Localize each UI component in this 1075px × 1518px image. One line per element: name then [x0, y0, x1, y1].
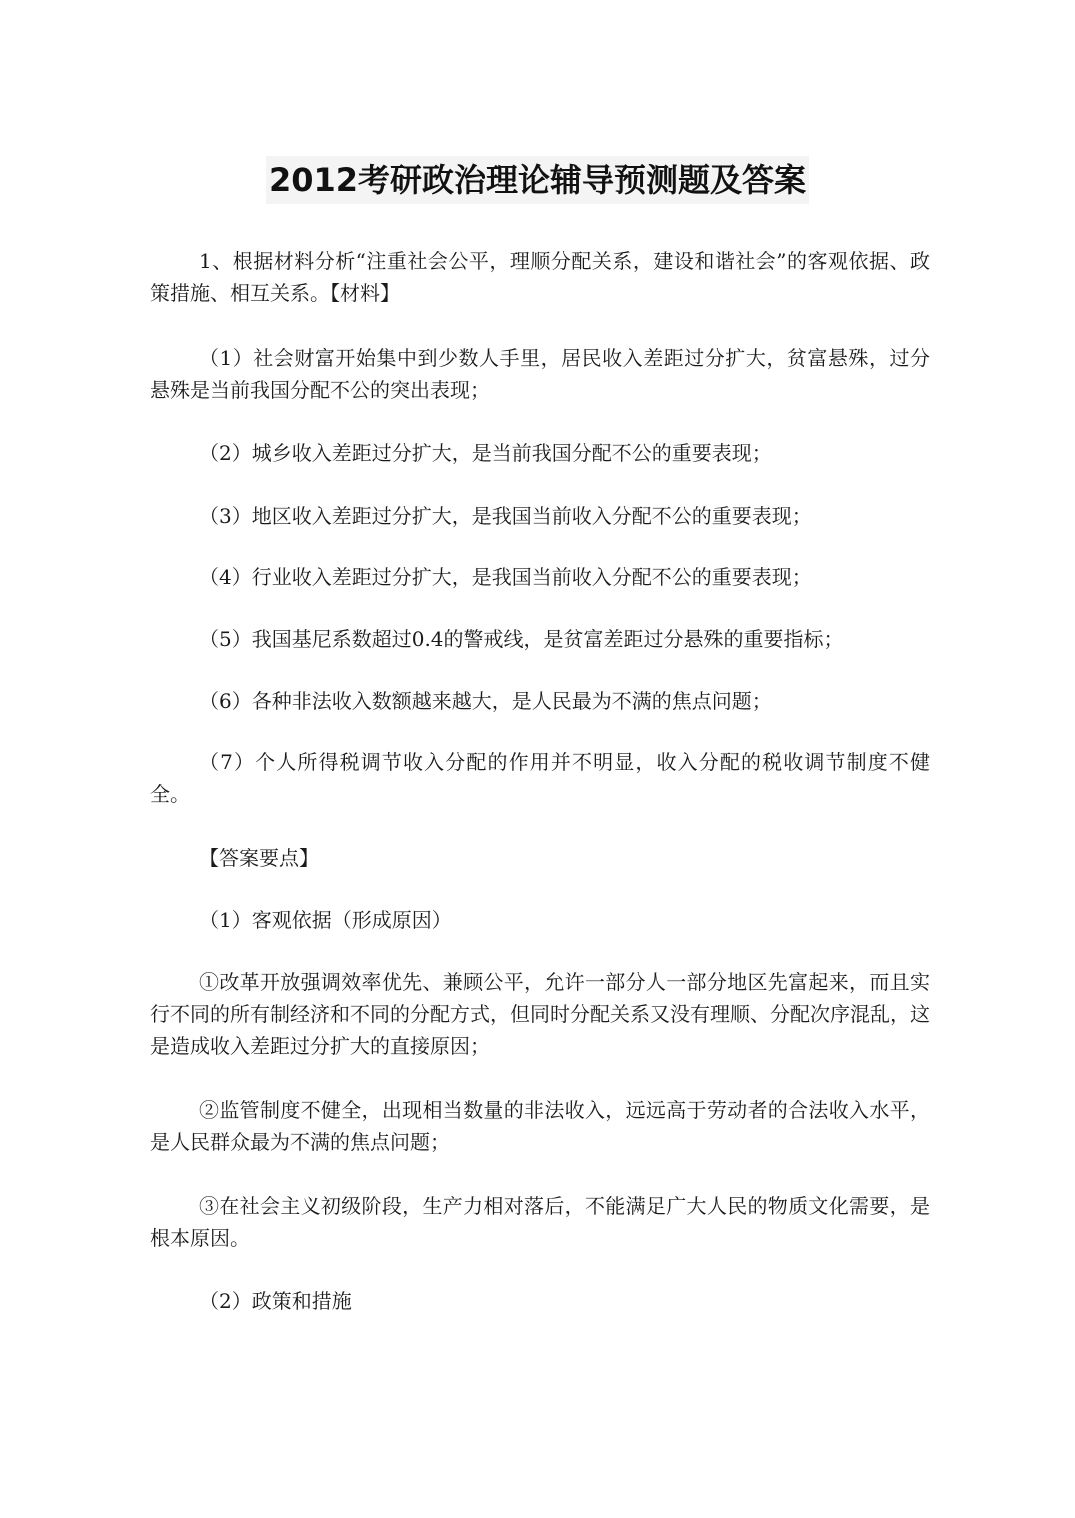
- paragraph-block-13: [150, 1190, 930, 1254]
- paragraph-block-11: [150, 966, 930, 1062]
- material-item-2: （2）城乡收入差距过分扩大，是当前我国分配不公的重要表现；: [199, 441, 772, 465]
- material-item-4: （4）行业收入差距过分扩大，是我国当前收入分配不公的重要表现；: [199, 565, 812, 589]
- paragraph-block-9: [150, 842, 930, 874]
- answer-section-2-heading: （2）政策和措施: [199, 1289, 352, 1313]
- question-paragraph: 1、根据材料分析“注重社会公平，理顺分配关系，建设和谐社会”的客观依据、政策措施、相互关系。【材料】: [150, 249, 930, 305]
- material-item-6: （6）各种非法收入数额越来越大，是人民最为不满的焦点问题；: [199, 689, 772, 713]
- paragraph-block-6: [150, 623, 930, 655]
- paragraph-block-8: [150, 746, 930, 810]
- answer-section-1-heading: （1）客观依据（形成原因）: [199, 908, 452, 932]
- paragraph-block-3: [150, 437, 930, 469]
- paragraph-block-10: [150, 904, 930, 936]
- material-item-7: （7）个人所得税调节收入分配的作用并不明显，收入分配的税收调节制度不健全。: [150, 750, 930, 806]
- paragraph-block-5: [150, 561, 930, 593]
- paragraph-block-7: [150, 685, 930, 717]
- paragraph-block-2: [150, 342, 930, 406]
- answer-point-1: ①改革开放强调效率优先、兼顾公平，允许一部分人一部分地区先富起来，而且实行不同的所有制经济和不同的分配方式，但同时分配关系又没有理顺、分配次序混乱，这是造成收入差距过分扩大的直接原因；: [150, 970, 930, 1058]
- answer-point-2: ②监管制度不健全，出现相当数量的非法收入，远远高于劳动者的合法收入水平，是人民群众最为不满的焦点问题；: [150, 1098, 930, 1154]
- paragraph-block-14: [150, 1285, 930, 1317]
- paragraph-block-1: [150, 245, 930, 309]
- answer-point-3: ③在社会主义初级阶段，生产力相对落后，不能满足广大人民的物质文化需要，是根本原因。: [150, 1194, 930, 1250]
- material-item-1: （1）社会财富开始集中到少数人手里，居民收入差距过分扩大，贫富悬殊，过分悬殊是当前我国分配不公的突出表现；: [150, 346, 930, 402]
- answer-heading: 【答案要点】: [199, 846, 319, 870]
- paragraph-block-4: [150, 500, 930, 532]
- material-item-5: （5）我国基尼系数超过0.4的警戒线，是贫富差距过分悬殊的重要指标；: [199, 627, 844, 651]
- document-title: [0, 156, 1075, 204]
- paragraph-block-12: [150, 1094, 930, 1158]
- material-item-3: （3）地区收入差距过分扩大，是我国当前收入分配不公的重要表现；: [199, 504, 812, 528]
- title-text: 2012考研政治理论辅导预测题及答案: [266, 156, 809, 204]
